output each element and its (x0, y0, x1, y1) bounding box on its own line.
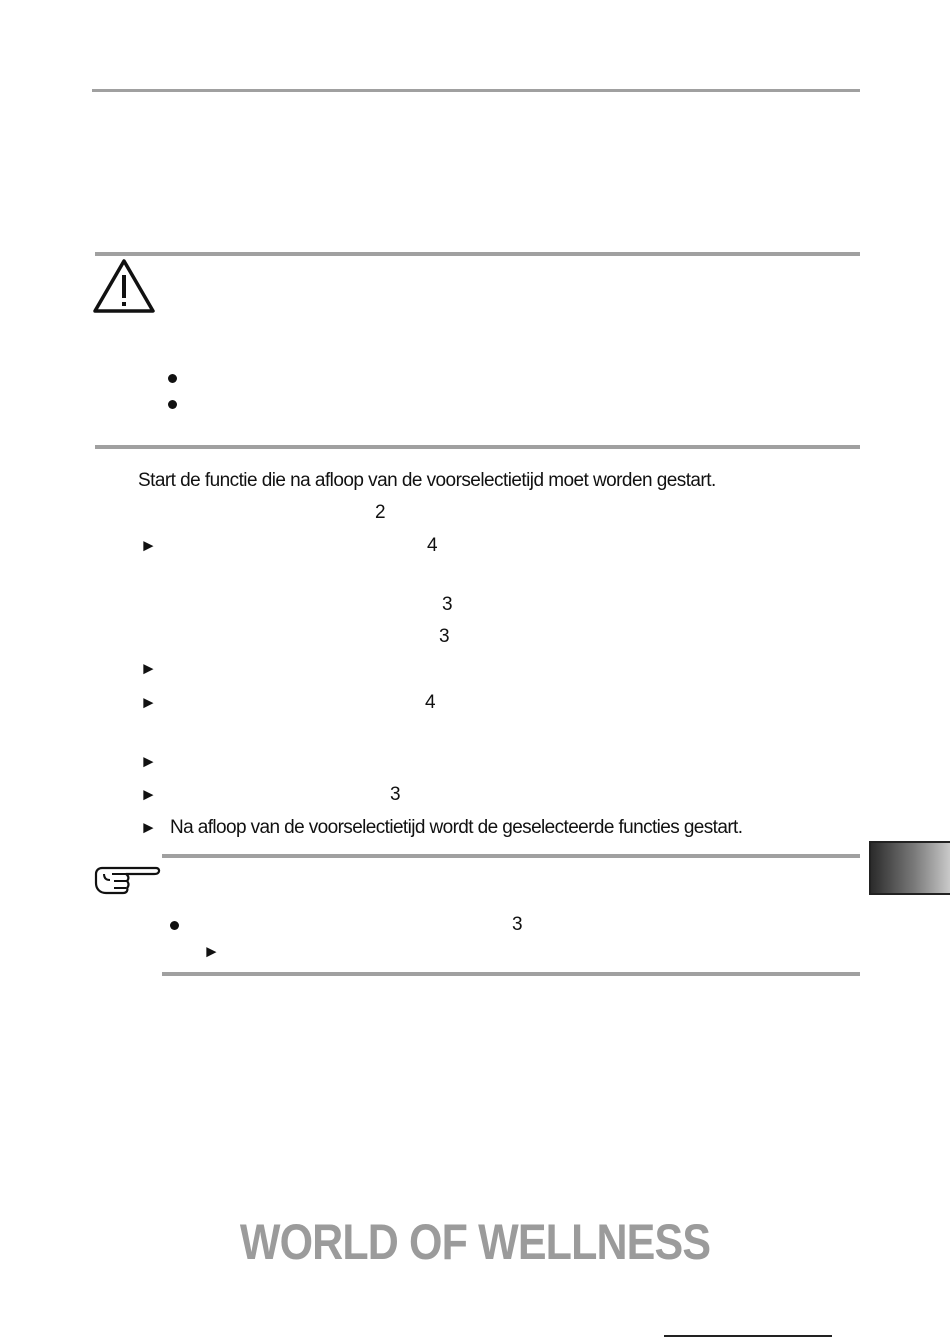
note-bullet (170, 921, 179, 930)
step-ref-3b: 3 (439, 626, 450, 647)
step-ref-4a: 4 (427, 535, 438, 556)
warning-triangle-icon (92, 258, 156, 314)
step-ref-3c: 3 (390, 784, 401, 805)
step-ref-3a: 3 (442, 594, 453, 615)
pointing-hand-icon (92, 862, 162, 896)
step-arrow-2: ► (140, 659, 157, 678)
footer-brand: WORLD OF WELLNESS (239, 1214, 711, 1270)
top-rule (92, 89, 860, 92)
step-ref-2: 2 (375, 502, 386, 523)
note-bottom-rule (162, 972, 860, 976)
step-arrow-4: ► (140, 752, 157, 771)
warning-bottom-rule (95, 445, 860, 449)
step-arrow-1: ► (140, 536, 157, 555)
note-arrow: ► (203, 942, 220, 961)
step-arrow-5: ► (140, 785, 157, 804)
step-arrow-3: ► (140, 693, 157, 712)
procedure-final: Na afloop van de voorselectietijd wordt de geselecteerde functies gestart. (170, 817, 743, 838)
chapter-tab (869, 841, 950, 895)
warning-top-rule (95, 252, 860, 256)
procedure-intro: Start de functie die na afloop van de voorselectietijd moet worden gestart. (138, 470, 716, 491)
warning-bullet-1 (168, 374, 177, 383)
note-ref-3: 3 (512, 914, 523, 935)
note-top-rule (162, 854, 860, 858)
footer-rule (664, 1335, 832, 1337)
step-arrow-6: ► (140, 818, 157, 837)
step-ref-4b: 4 (425, 692, 436, 713)
warning-bullet-2 (168, 400, 177, 409)
